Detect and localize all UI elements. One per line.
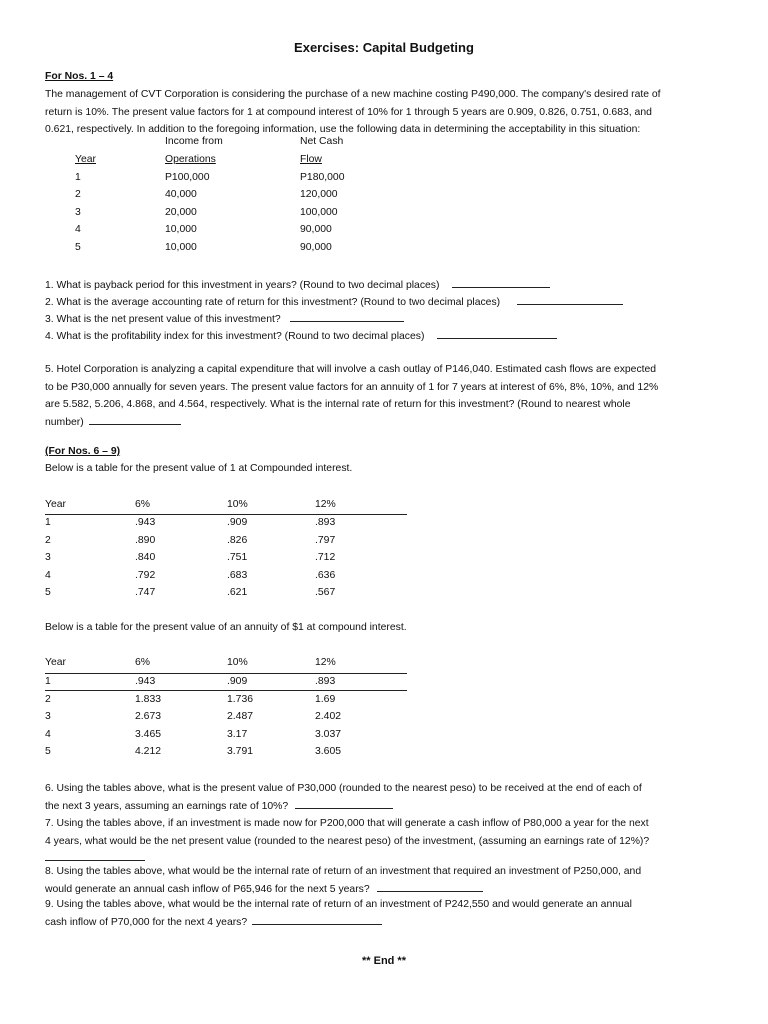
question-text: 4. What is the profitability index for this investment? (Round to two decimal places) bbox=[45, 331, 425, 342]
table-cell: 2 bbox=[45, 694, 51, 705]
table-cell: 5 bbox=[45, 746, 51, 757]
table-cell: .683 bbox=[227, 570, 248, 581]
question-9-line: 9. Using the tables above, what would be the internal rate of return of an investment of P242,550 and would generate an annual bbox=[45, 899, 632, 910]
table-cell-net-cash: 120,000 bbox=[300, 189, 338, 200]
table-cell: .909 bbox=[227, 517, 248, 528]
question-text: 2. What is the average accounting rate of return for this investment? (Round to two decimal places) bbox=[45, 297, 501, 308]
table-cell: 4 bbox=[45, 570, 51, 581]
table-cell: 1.736 bbox=[227, 694, 254, 705]
annuity-header-10: 10% bbox=[227, 657, 248, 668]
table-cell: 2.673 bbox=[135, 711, 162, 722]
table-cell: .792 bbox=[135, 570, 156, 581]
question-6-text: the next 3 years, assuming an earnings rate of 10%? bbox=[45, 800, 289, 812]
annuity-header-6: 6% bbox=[135, 657, 151, 668]
question-6-line: 6. Using the tables above, what is the present value of P30,000 (rounded to the nearest peso) to be received at the end of each of bbox=[45, 783, 642, 794]
header-flow: Flow bbox=[300, 154, 322, 165]
table-cell-income: 40,000 bbox=[165, 189, 197, 200]
table-cell-year: 5 bbox=[75, 242, 81, 253]
table-cell-year: 1 bbox=[75, 172, 81, 183]
table-cell: 1 bbox=[45, 676, 51, 687]
table-cell: 1.69 bbox=[315, 694, 336, 705]
question-text: 3. What is the net present value of this investment? bbox=[45, 314, 281, 325]
table-cell-year: 4 bbox=[75, 224, 81, 235]
pv1-header-10: 10% bbox=[227, 499, 248, 510]
table-cell: 3.17 bbox=[227, 729, 248, 740]
table-cell: 2.402 bbox=[315, 711, 342, 722]
table-cell: 3 bbox=[45, 552, 51, 563]
answer-blank-6[interactable] bbox=[295, 798, 393, 809]
table-cell: 3 bbox=[45, 711, 51, 722]
table-cell: .751 bbox=[227, 552, 248, 563]
question-9-text: cash inflow of P70,000 for the next 4 years? bbox=[45, 916, 248, 928]
question-8-text: would generate an annual cash inflow of P65,946 for the next 5 years? bbox=[45, 883, 370, 895]
table-cell: 3.037 bbox=[315, 729, 342, 740]
question-9 bbox=[45, 896, 725, 931]
table-cell: 2.487 bbox=[227, 711, 254, 722]
question-5-line bbox=[45, 414, 725, 432]
intro-paragraph bbox=[45, 86, 725, 139]
table-cell: 5 bbox=[45, 587, 51, 598]
table-cell: .943 bbox=[135, 676, 156, 687]
question-8-line: 8. Using the tables above, what would be the internal rate of return of an investment that required an investment of P250,000, and bbox=[45, 866, 642, 877]
header-net-cash: Net Cash bbox=[300, 136, 344, 147]
intro-line: 0.621, respectively. In addition to the foregoing information, use the following data in determining the acceptability in this situation: bbox=[45, 124, 641, 135]
question-7-line: 4 years, what would be the net present value (rounded to the nearest peso) of the investment, (assuming an earnings rate of 12%)? bbox=[45, 835, 650, 847]
pv1-header-12: 12% bbox=[315, 499, 336, 510]
table-cell: .890 bbox=[135, 535, 156, 546]
question-6-line bbox=[45, 798, 725, 816]
table-cell: 4.212 bbox=[135, 746, 162, 757]
answer-blank-5[interactable] bbox=[89, 414, 181, 425]
end-marker: ** End ** bbox=[361, 955, 406, 967]
table-cell-income: 20,000 bbox=[165, 207, 197, 218]
question-3 bbox=[45, 311, 404, 325]
intro-line: The management of CVT Corporation is considering the purchase of a new machine costing P490,000. The company's desired rate of bbox=[45, 89, 661, 100]
table-cell: .636 bbox=[315, 570, 336, 581]
pv1-header-6: 6% bbox=[135, 499, 151, 510]
table-cell-net-cash: P180,000 bbox=[300, 172, 345, 183]
pv1-header-year: Year bbox=[45, 499, 66, 510]
table-cell: .621 bbox=[227, 587, 248, 598]
question-9-line bbox=[45, 914, 725, 932]
table-cell: 1.833 bbox=[135, 694, 162, 705]
question-5-last-word: number) bbox=[45, 416, 84, 428]
answer-blank-7[interactable] bbox=[45, 850, 145, 861]
pv1-table-caption: Below is a table for the present value of 1 at Compounded interest. bbox=[45, 463, 353, 474]
intro-line: return is 10%. The present value factors for 1 at compound interest of 10% for 1 through 5 years are 0.909, 0.826, 0.751, 0.683, and bbox=[45, 106, 652, 118]
question-5-line: 5. Hotel Corporation is analyzing a capital expenditure that will involve a cash outlay of P146,040. Estimated cash flows are expected bbox=[45, 364, 657, 375]
question-8 bbox=[45, 863, 725, 898]
question-text: 1. What is payback period for this investment in years? (Round to two decimal places) bbox=[45, 280, 440, 291]
answer-blank-4[interactable] bbox=[437, 328, 557, 339]
question-5-line: to be P30,000 annually for seven years. The present value factors for an annuity of 1 for 7 years at interest of 6%, 8%, 10%, and 12% bbox=[45, 381, 659, 393]
table-cell: .893 bbox=[315, 517, 336, 528]
section-heading-6-9: (For Nos. 6 – 9) bbox=[45, 446, 121, 457]
table-cell: .840 bbox=[135, 552, 156, 563]
table-cell: .797 bbox=[315, 535, 336, 546]
table-cell: .567 bbox=[315, 587, 336, 598]
question-5-line: are 5.582, 5.206, 4.868, and 4.564, respectively. What is the internal rate of return for this investment? (Round to nearest whole bbox=[45, 399, 631, 410]
table-cell: 3.791 bbox=[227, 746, 254, 757]
table-cell-income: 10,000 bbox=[165, 224, 197, 235]
annuity-header-year: Year bbox=[45, 657, 66, 668]
table-cell-year: 3 bbox=[75, 207, 81, 218]
table-cell: .909 bbox=[227, 676, 248, 687]
table-cell: 3.465 bbox=[135, 729, 162, 740]
table-cell: 1 bbox=[45, 517, 51, 528]
table-cell-income: P100,000 bbox=[165, 172, 210, 183]
section-heading-1-4: For Nos. 1 – 4 bbox=[45, 71, 114, 82]
table-cell: .826 bbox=[227, 535, 248, 546]
annuity-row-rule bbox=[45, 690, 407, 691]
table-cell: .893 bbox=[315, 676, 336, 687]
page-title: Exercises: Capital Budgeting bbox=[294, 40, 474, 55]
table-cell-net-cash: 90,000 bbox=[300, 224, 332, 235]
answer-blank-8[interactable] bbox=[377, 881, 483, 892]
table-cell: .943 bbox=[135, 517, 156, 528]
table-cell: .712 bbox=[315, 552, 336, 563]
question-5 bbox=[45, 361, 725, 431]
pv1-header-rule bbox=[45, 514, 407, 515]
table-cell: 3.605 bbox=[315, 746, 342, 757]
question-7-line: 7. Using the tables above, if an investment is made now for P200,000 that will generate a cash inflow of P80,000 a year for the next bbox=[45, 818, 649, 829]
annuity-header-12: 12% bbox=[315, 657, 336, 668]
question-7 bbox=[45, 815, 725, 868]
annuity-header-rule bbox=[45, 673, 407, 674]
table-cell: 2 bbox=[45, 535, 51, 546]
question-4 bbox=[45, 328, 557, 342]
table-cell-net-cash: 90,000 bbox=[300, 242, 332, 253]
table-cell-income: 10,000 bbox=[165, 242, 197, 253]
question-1 bbox=[45, 277, 550, 291]
table-cell: 4 bbox=[45, 729, 51, 740]
answer-blank-2[interactable] bbox=[517, 294, 623, 305]
answer-blank-3[interactable] bbox=[290, 311, 404, 322]
answer-blank-1[interactable] bbox=[452, 277, 550, 288]
question-2 bbox=[45, 294, 623, 308]
header-income-from: Income from bbox=[165, 136, 223, 147]
annuity-table-caption: Below is a table for the present value of an annuity of $1 at compound interest. bbox=[45, 622, 407, 633]
header-operations: Operations bbox=[165, 154, 216, 165]
question-6 bbox=[45, 780, 725, 815]
table-cell: .747 bbox=[135, 587, 156, 598]
table-cell-year: 2 bbox=[75, 189, 81, 200]
table-cell-net-cash: 100,000 bbox=[300, 207, 338, 218]
header-year: Year bbox=[75, 154, 96, 165]
answer-blank-9[interactable] bbox=[252, 914, 382, 925]
